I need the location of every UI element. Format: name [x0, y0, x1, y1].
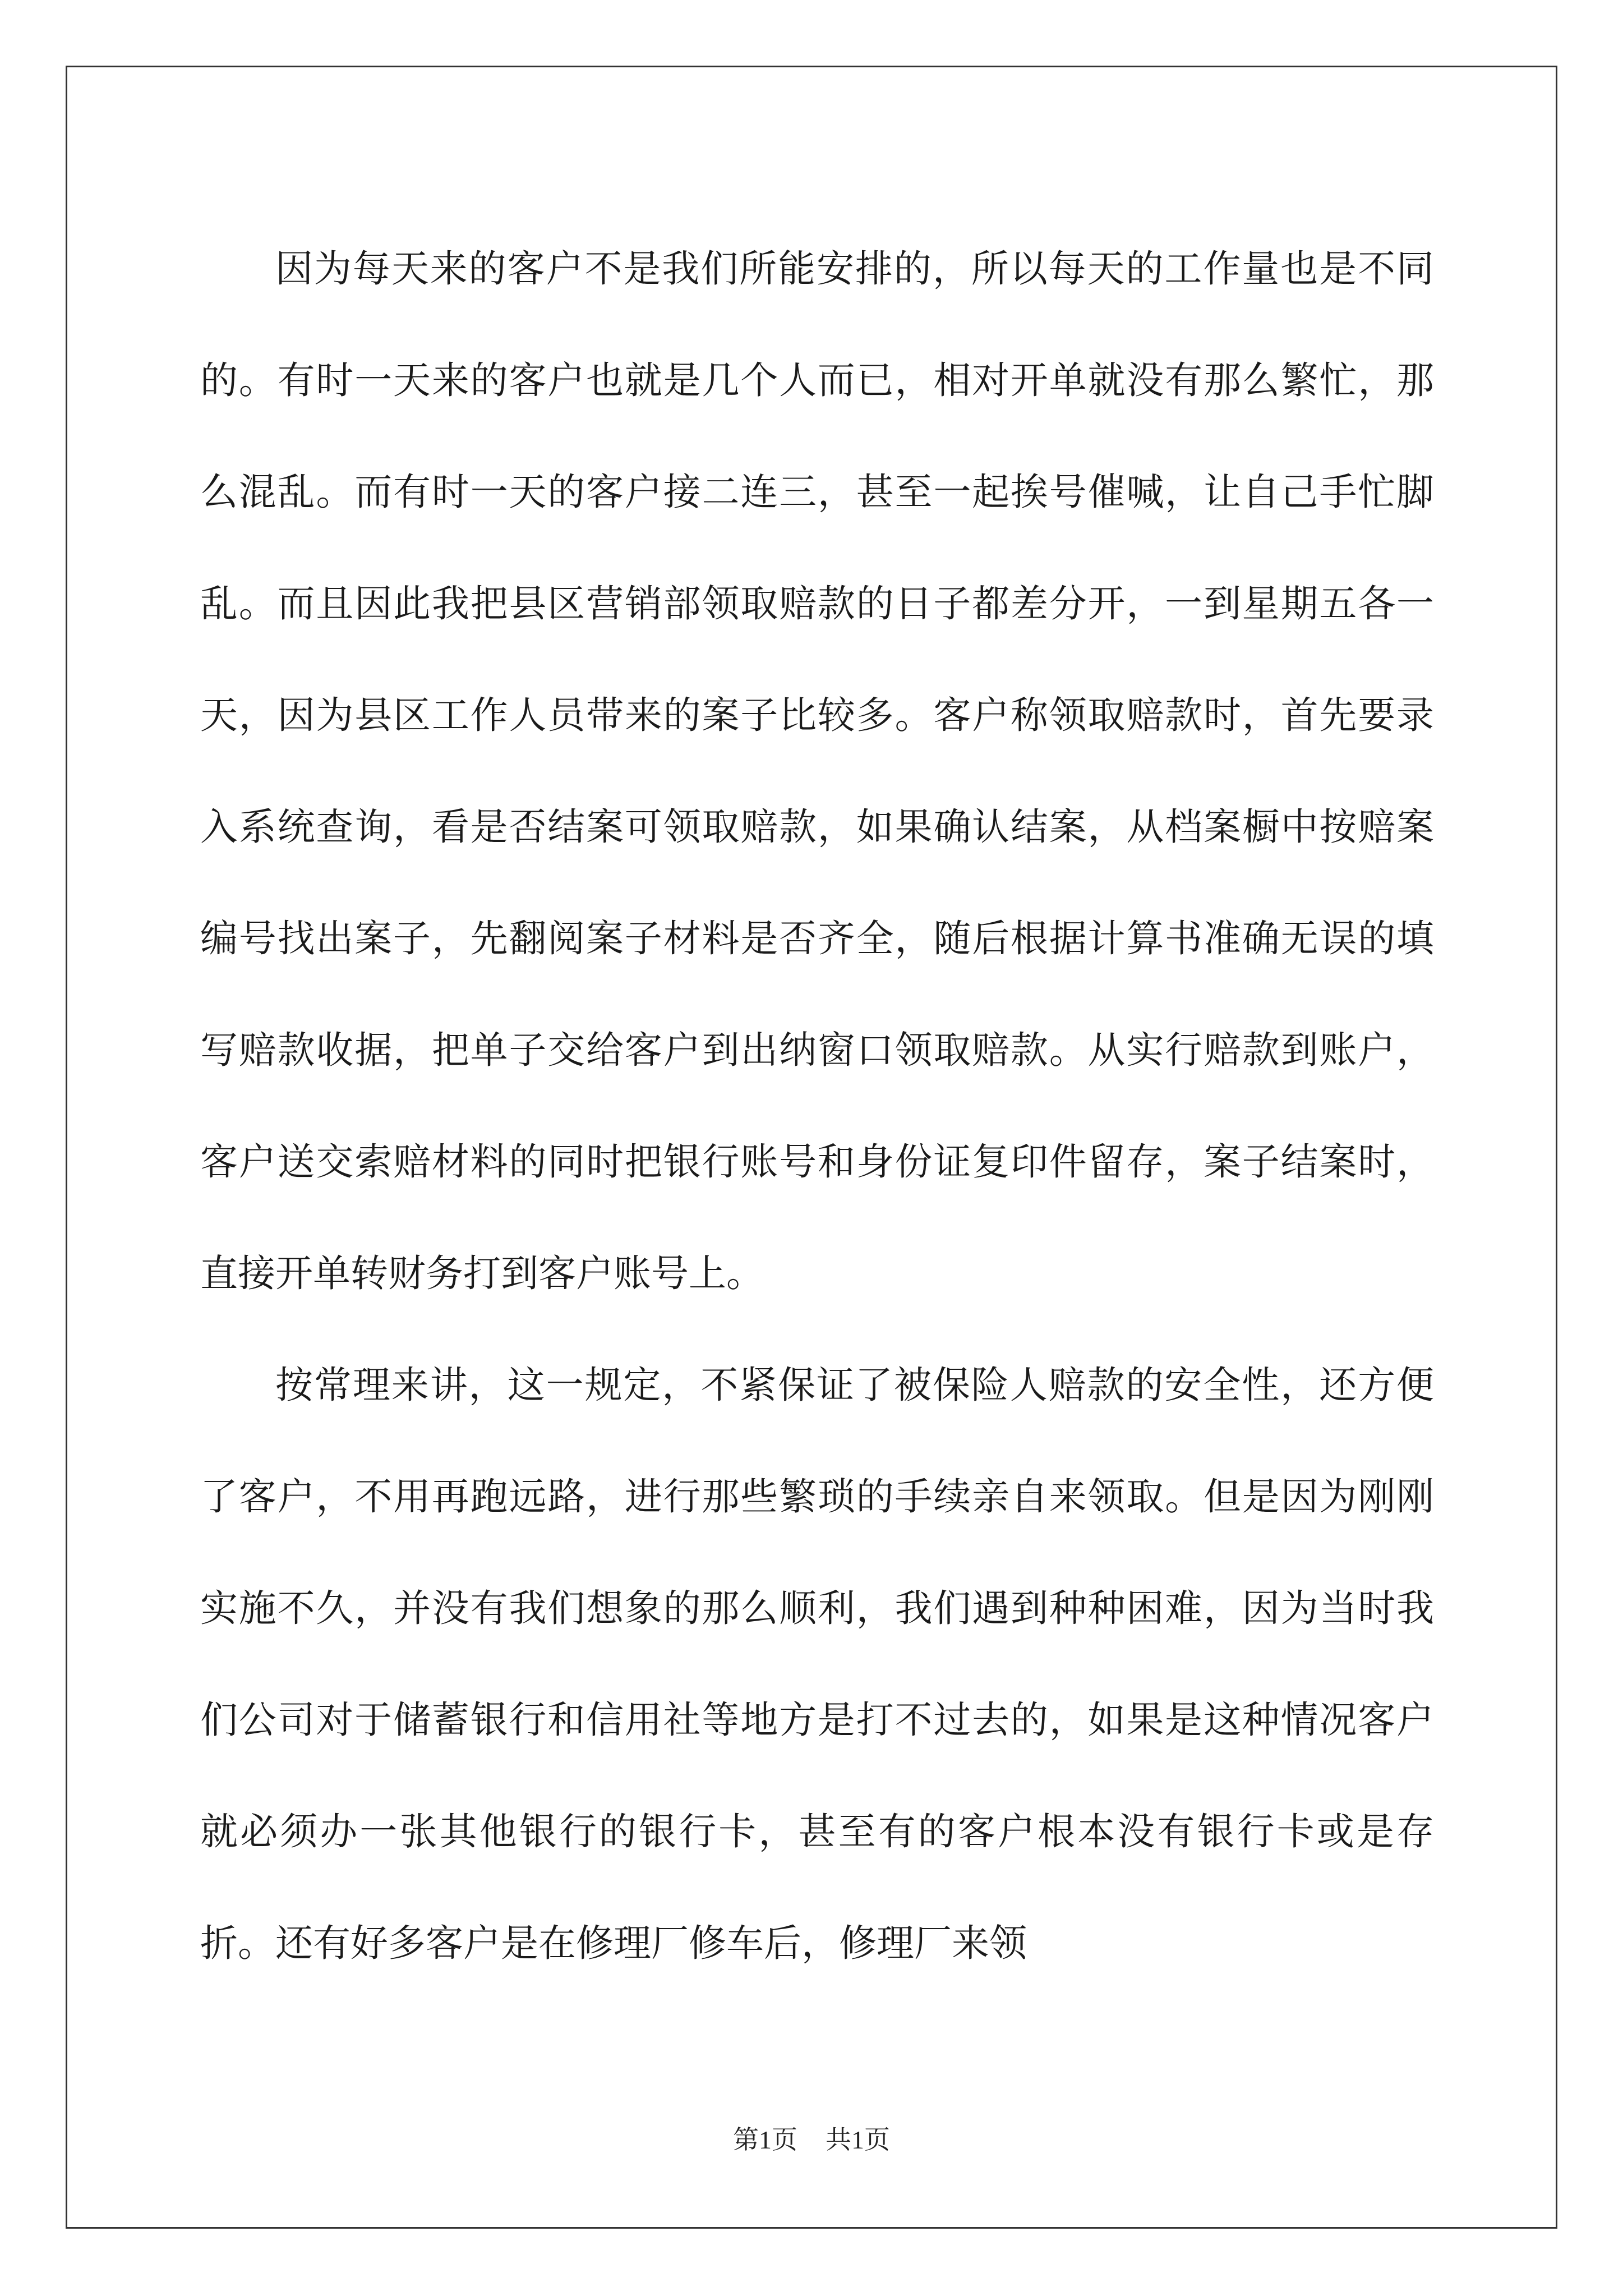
paragraph-2: 按常理来讲，这一规定，不紧保证了被保险人赔款的安全性，还方便了客户，不用再跑远路，进行那些繁琐的手续亲自来领取。但是因为刚刚实施不久，并没有我们想象的那么顺利，我们遇到种种困难，因为当时我们公司对于储蓄银行和信用社等地方是打不过去的，如果是这种情况客户就必须办一张其他银行的银行卡，甚至有的客户根本没有银行卡或是存折。还有好多客户是在修理厂修车后，修理厂来领 [200, 1363, 1434, 1965]
document-body [200, 213, 1434, 1999]
paragraph-1: 因为每天来的客户不是我们所能安排的，所以每天的工作量也是不同的。有时一天来的客户也就是几个人而已，相对开单就没有那么繁忙，那么混乱。而有时一天的客户接二连三，甚至一起挨号催喊，让自己手忙脚乱。而且因此我把县区营销部领取赔款的日子都差分开，一到星期五各一天，因为县区工作人员带来的案子比较多。客户称领取赔款时，首先要录入系统查询，看是否结案可领取赔款，如果确认结案，从档案橱中按赔案编号找出案子，先翻阅案子材料是否齐全，随后根据计算书准确无误的填写赔款收据，把单子交给客户到出纳窗口领取赔款。从实行赔款到账户，客户送交索赔材料的同时把银行账号和身份证复印件留存，案子结案时，直接开单转财务打到客户账号上。 [200, 247, 1434, 1295]
page-total: 共1页 [826, 2125, 890, 2154]
page-number: 第1页 [733, 2125, 797, 2154]
page-footer [0, 2123, 1623, 2157]
